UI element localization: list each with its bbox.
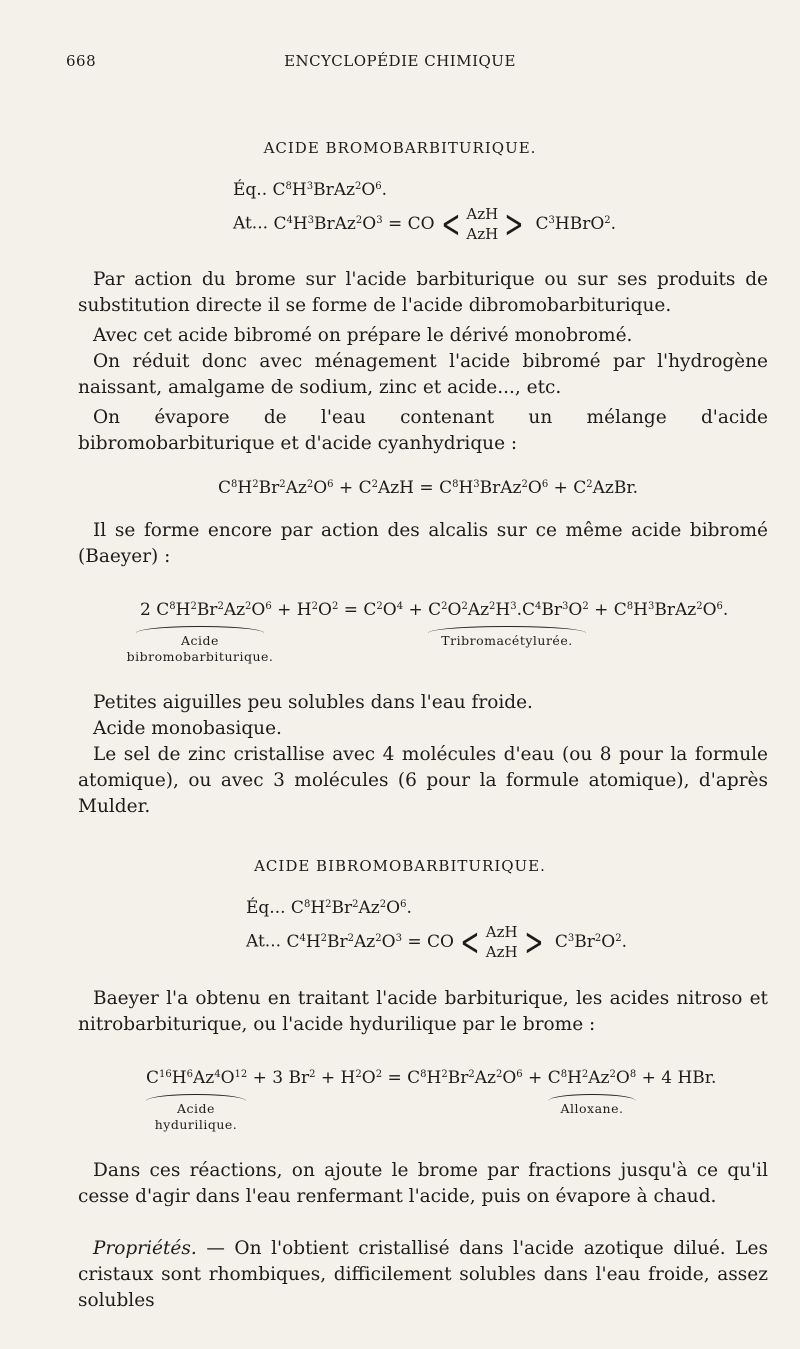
paragraph: Petites aiguilles peu solubles dans l'eau froide. xyxy=(93,692,533,713)
compound-label: bibromobarbiturique. xyxy=(126,649,274,664)
reaction-3: $C^{16}H^6Az^4O^{12} + 3$ $Br^2 + H^2O^2 = C^8H^2Br^2Az^2O^6 + C^8H^2Az^2O^8 + 4$ HBr. xyxy=(146,1068,717,1088)
reaction-1: $C^8H^2Br^2Az^2O^6 + C^2AzH$ = $C^8H^3BrAz^2O^6$ + $C^2AzBr$. xyxy=(218,478,639,498)
paragraph: Le sel de zinc cristallise avec 4 molécules d'eau (ou 8 pour la formule atomique), ou avec 3 molécules (6 pour la formule atomique), d'après Mulder. xyxy=(78,744,768,817)
eq-formula-2 xyxy=(246,898,412,918)
page-number: 668 xyxy=(66,52,97,70)
eq-label: Éq... xyxy=(246,898,286,918)
paragraph: On réduit donc avec ménagement l'acide bibromé par l'hydrogène naissant, amalgame de sodium, zinc et acide..., etc. xyxy=(78,351,768,398)
section-title-bromobarbiturique: ACIDE BROMOBARBITURIQUE. xyxy=(263,139,537,157)
compound-label: hydurilique. xyxy=(154,1117,238,1132)
underbrace xyxy=(136,626,264,633)
section-title-bibromobarbiturique: ACIDE BIBROMOBARBITURIQUE. xyxy=(254,857,546,875)
at-formula-left: $C^4H^3BrAz^2O^3$ = CO xyxy=(273,213,435,234)
compound-label: Tribromacétylurée. xyxy=(441,633,573,648)
azh-bottom: AzH xyxy=(466,225,499,243)
paragraph: On évapore de l'eau contenant un mélange d'acide bibromobarbiturique et d'acide cyanhydrique : xyxy=(78,407,768,454)
at-formula-left: $C^4H^2Br^2Az^2O^3$ = CO xyxy=(286,931,454,952)
azh-top: AzH xyxy=(466,205,499,223)
at-formula-2: At... $C^4H^2Br^2Az^2O^3$ = CO < AzH AzH > $C^3Br^2O^2$. xyxy=(246,920,627,964)
at-formula-right: $C^3HBrO^2$. xyxy=(535,213,617,234)
properties-label: Propriétés. xyxy=(93,1238,197,1259)
at-label: At... xyxy=(233,213,269,234)
paragraph: Par action du brome sur l'acide barbiturique ou sur ses produits de substitution directe il se forme de l'acide dibromobarbiturique. xyxy=(78,269,768,316)
eq-formula-1 xyxy=(233,180,387,200)
underbrace xyxy=(428,626,586,633)
paragraph: Acide monobasique. xyxy=(93,718,282,739)
paragraph: Propriétés. — On l'obtient cristallisé dans l'acide azotique dilué. Les cristaux sont rhombiques, difficilement solubles dans l'eau froide, assez solubles xyxy=(78,1238,768,1311)
eq-value: $C^8H^3BrAz^2O^6$. xyxy=(272,180,388,200)
eq-value: $C^8H^2Br^2Az^2O^6$. xyxy=(290,898,412,918)
paragraph: Dans ces réactions, on ajoute le brome par fractions jusqu'à ce qu'il cesse d'agir dans l'eau renfermant l'acide, puis on évapore à chaud. xyxy=(78,1160,768,1207)
reaction-2: 2 $C^8H^2Br^2Az^2O^6 + H^2O^2 = C^2O^4 + C^2O^2Az^2H^3.C^4Br^3O^2$ + $C^8H^3BrAz^2O^6$. xyxy=(140,600,729,620)
compound-label: Alloxane. xyxy=(560,1101,624,1116)
at-formula-right: $C^3Br^2O^2$. xyxy=(554,931,627,952)
paragraph: Il se forme encore par action des alcalis sur ce même acide bibromé (Baeyer) : xyxy=(78,520,768,567)
at-formula-1: At... $C^4H^3BrAz^2O^3$ = CO < AzH AzH > $C^3HBrO^2$. xyxy=(233,202,617,246)
compound-label: Acide xyxy=(181,633,219,648)
underbrace xyxy=(548,1094,636,1101)
paragraph: Baeyer l'a obtenu en traitant l'acide barbiturique, les acides nitroso et nitrobarbiturique, ou l'acide hydurilique par le brome : xyxy=(78,988,768,1035)
azh-bottom: AzH xyxy=(485,943,518,961)
paragraph: Avec cet acide bibromé on prépare le dérivé monobromé. xyxy=(93,325,633,346)
eq-label: Éq.. xyxy=(233,180,268,200)
compound-label: Acide xyxy=(177,1101,215,1116)
azh-top: AzH xyxy=(485,923,518,941)
running-title: ENCYCLOPÉDIE CHIMIQUE xyxy=(284,52,516,70)
at-label: At... xyxy=(246,931,282,952)
underbrace xyxy=(146,1094,246,1101)
